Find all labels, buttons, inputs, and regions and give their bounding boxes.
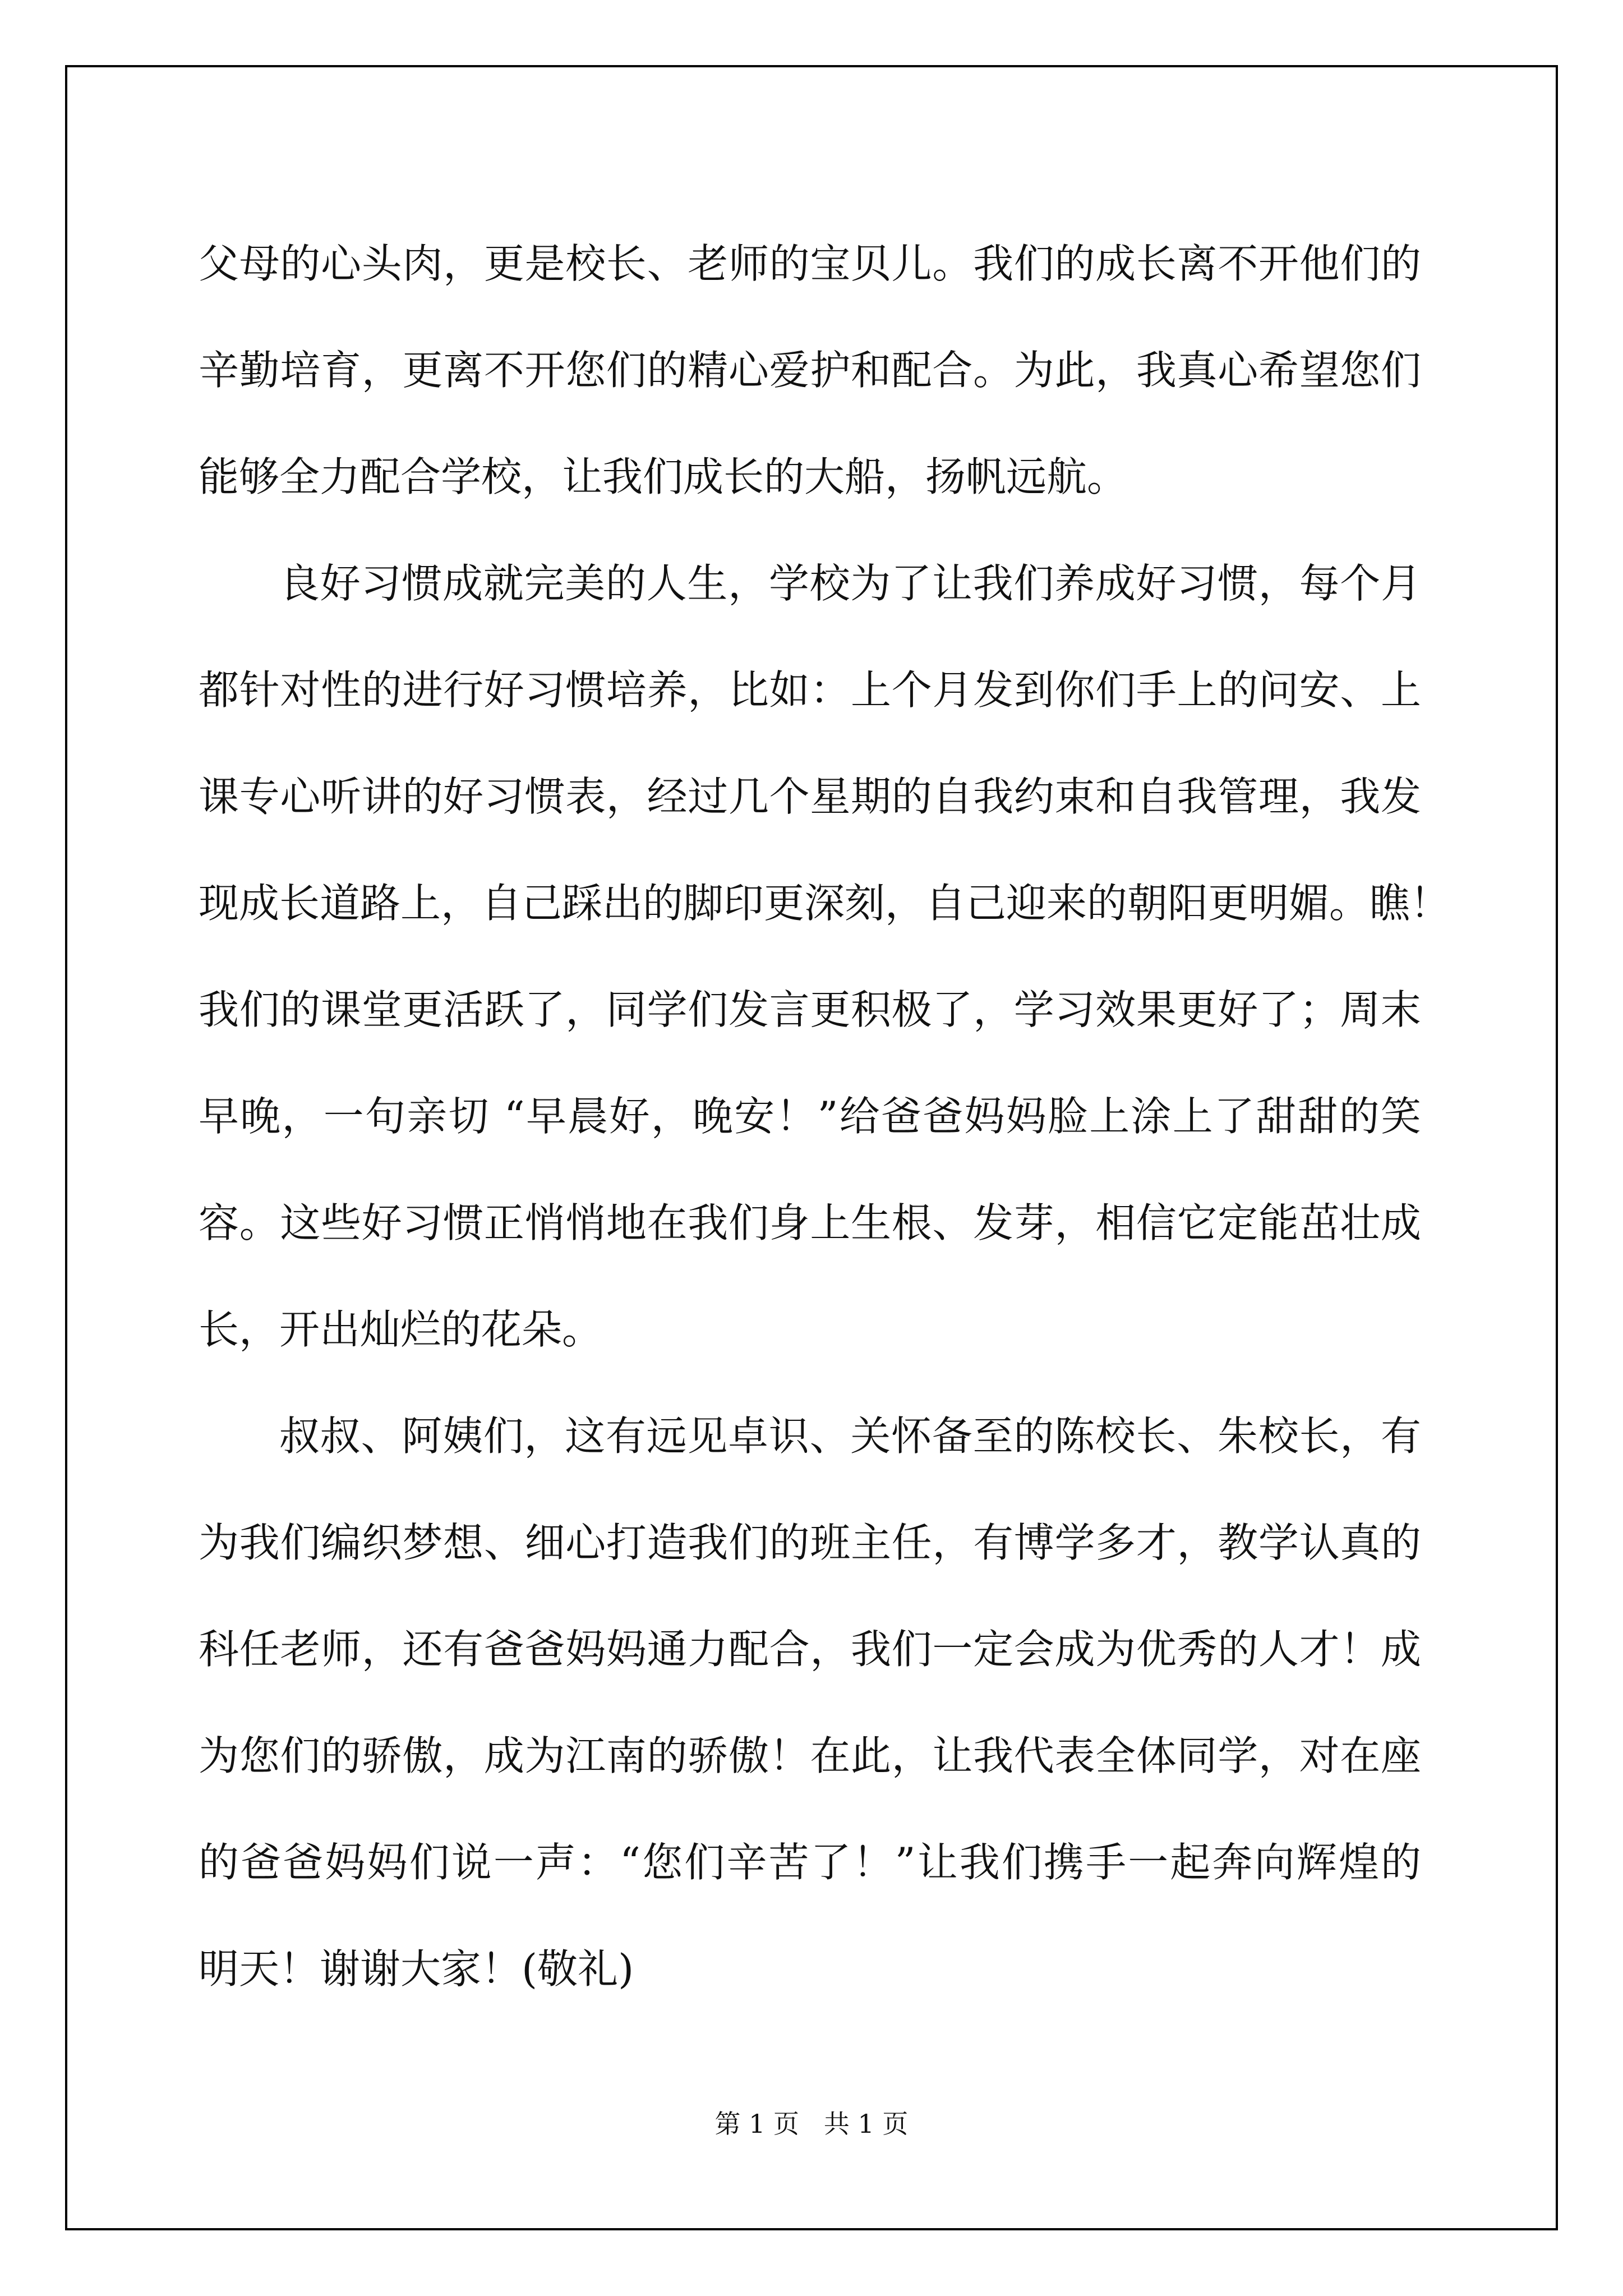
text-line: 父母的心头肉，更是校长、老师的宝贝儿。我们的成长离不开他们的 [199, 240, 1421, 287]
text-line: 为您们的骄傲，成为江南的骄傲！在此，让我代表全体同学，对在座 [199, 1732, 1421, 1779]
document-body [199, 210, 1451, 2022]
text-line: 良好习惯成就完美的人生，学校为了让我们养成好习惯，每个月 [279, 560, 1421, 607]
text-line: 能够全力配合学校，让我们成长的大船，扬帆远航。 [199, 453, 1128, 500]
text-line: 叔叔、阿姨们，这有远见卓识、关怀备至的陈校长、朱校长，有 [279, 1412, 1421, 1460]
text-line: 明天！谢谢大家！(敬礼) [199, 1945, 634, 1993]
text-line: 为我们编织梦想、细心打造我们的班主任，有博学多才，教学认真的 [199, 1519, 1421, 1566]
text-line: 的爸爸妈妈们说一声：“您们辛苦了！”让我们携手一起奔向辉煌的 [199, 1839, 1421, 1886]
text-line: 我们的课堂更活跃了，同学们发言更积极了，学习效果更好了；周末 [199, 986, 1421, 1033]
text-line: 科任老师，还有爸爸妈妈通力配合，我们一定会成为优秀的人才！成 [199, 1626, 1421, 1673]
text-line: 都针对性的进行好习惯培养，比如：上个月发到你们手上的问安、上 [199, 666, 1421, 714]
text-line: 容。这些好习惯正悄悄地在我们身上生根、发芽，相信它定能茁壮成 [199, 1199, 1421, 1246]
text-line: 早晚，一句亲切 “早晨好，晚安！”给爸爸妈妈脸上涂上了甜甜的笑 [199, 1093, 1421, 1140]
text-line: 辛勤培育，更离不开您们的精心爱护和配合。为此，我真心希望您们 [199, 347, 1421, 394]
page-number: 第 1 页 共 1 页 [714, 2109, 909, 2139]
text-line: 现成长道路上，自己踩出的脚印更深刻，自己迎来的朝阳更明媚。瞧！ [199, 880, 1451, 927]
text-line: 课专心听讲的好习惯表，经过几个星期的自我约束和自我管理，我发 [199, 773, 1421, 820]
text-line: 长，开出灿烂的花朵。 [199, 1306, 603, 1353]
